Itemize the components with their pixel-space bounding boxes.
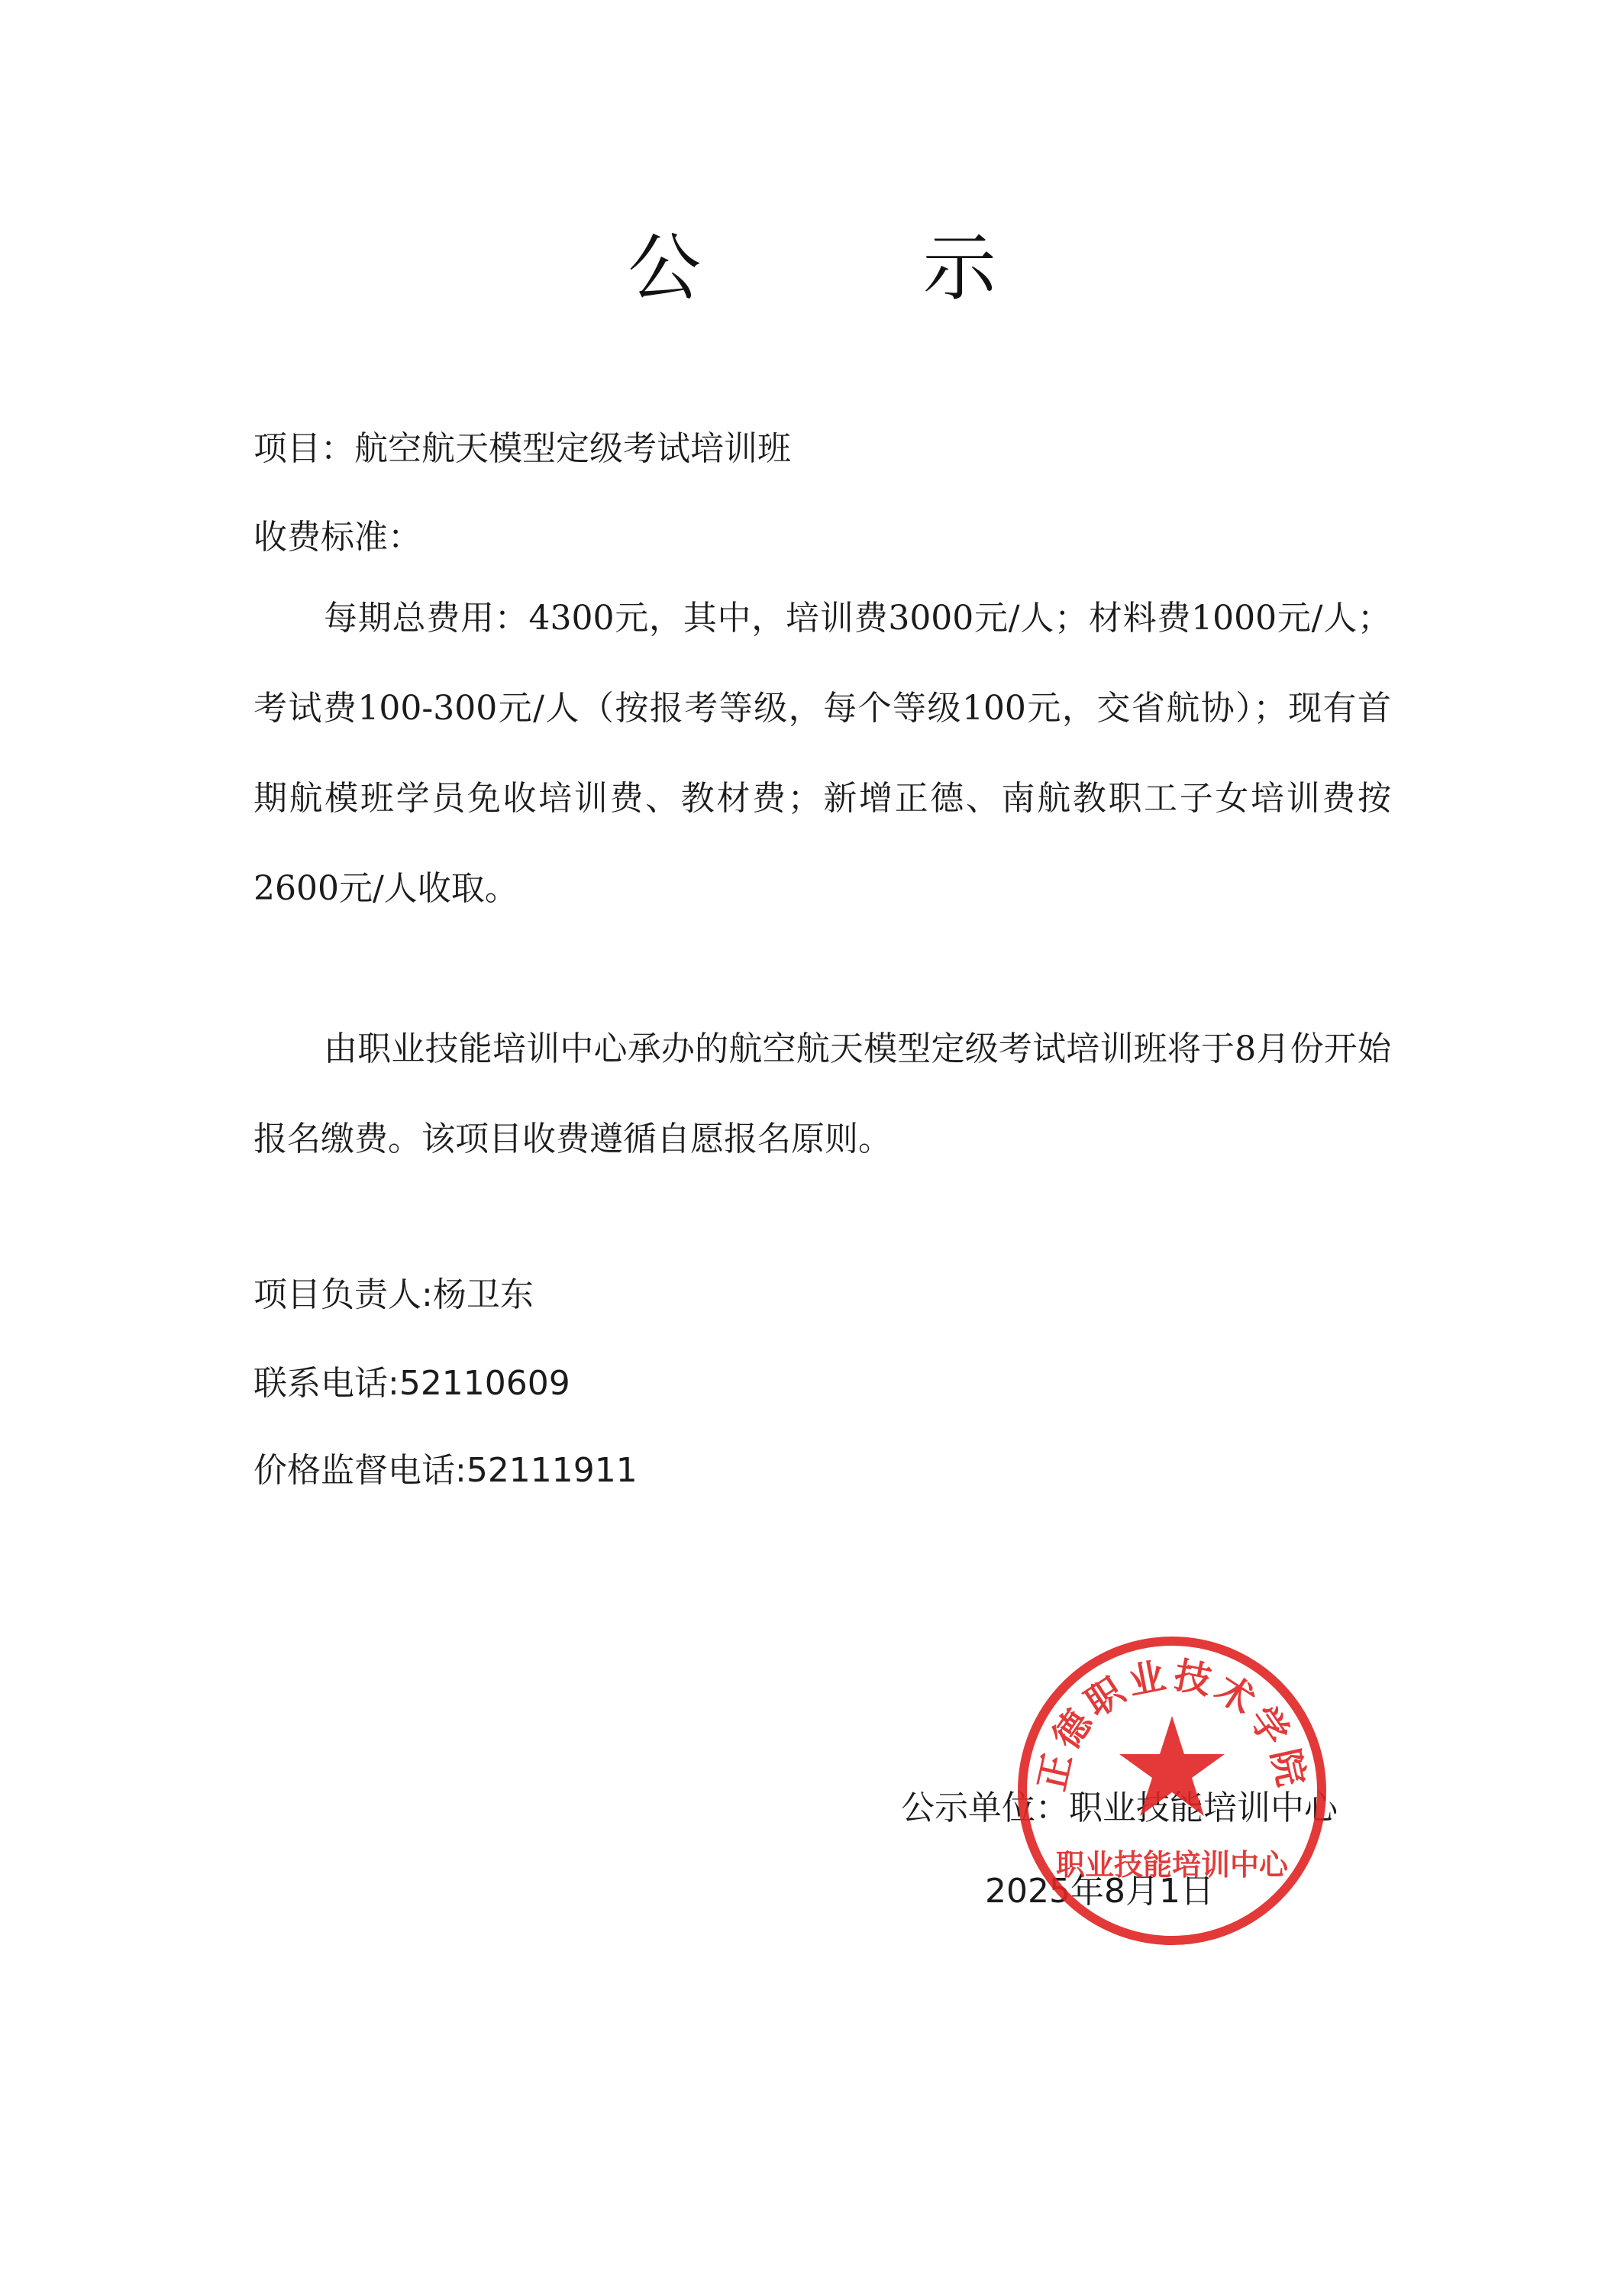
body-paragraph: 由职业技能培训中心承办的航空航天模型定级考试培训班将于8月份开始报名缴费。该项目收费遵循自愿报名原则。 <box>253 1029 1391 1158</box>
official-seal <box>1012 1630 1332 1951</box>
notice-title: 公 示 <box>628 225 1096 311</box>
seal-outer-text: 正德职业技术学院 <box>1030 1653 1314 1795</box>
fee-heading: 收费标准： <box>253 518 421 557</box>
project-line: 项目：航空航天模型定级考试培训班 <box>253 429 791 468</box>
notice-date: 2025年8月1日 <box>985 1872 1214 1911</box>
seal-inner-text: 职业技能培训中心 <box>1055 1848 1289 1882</box>
price-supervision-phone: 价格监督电话:52111911 <box>253 1451 638 1490</box>
publishing-unit: 公示单位：职业技能培训中心 <box>901 1789 1338 1827</box>
contact-phone: 联系电话:52110609 <box>253 1364 570 1403</box>
project-leader: 项目负责人:杨卫东 <box>253 1275 534 1314</box>
seal-star-icon <box>1119 1716 1225 1816</box>
fee-paragraph: 每期总费用：4300元，其中，培训费3000元/人；材料费1000元/人；考试费100-300元/人（按报考等级，每个等级100元，交省航协）；现有首期航模班学员免收培训费、教材费；新增正德、南航教职工子女培训费按2600元/人收取。 <box>253 599 1391 908</box>
